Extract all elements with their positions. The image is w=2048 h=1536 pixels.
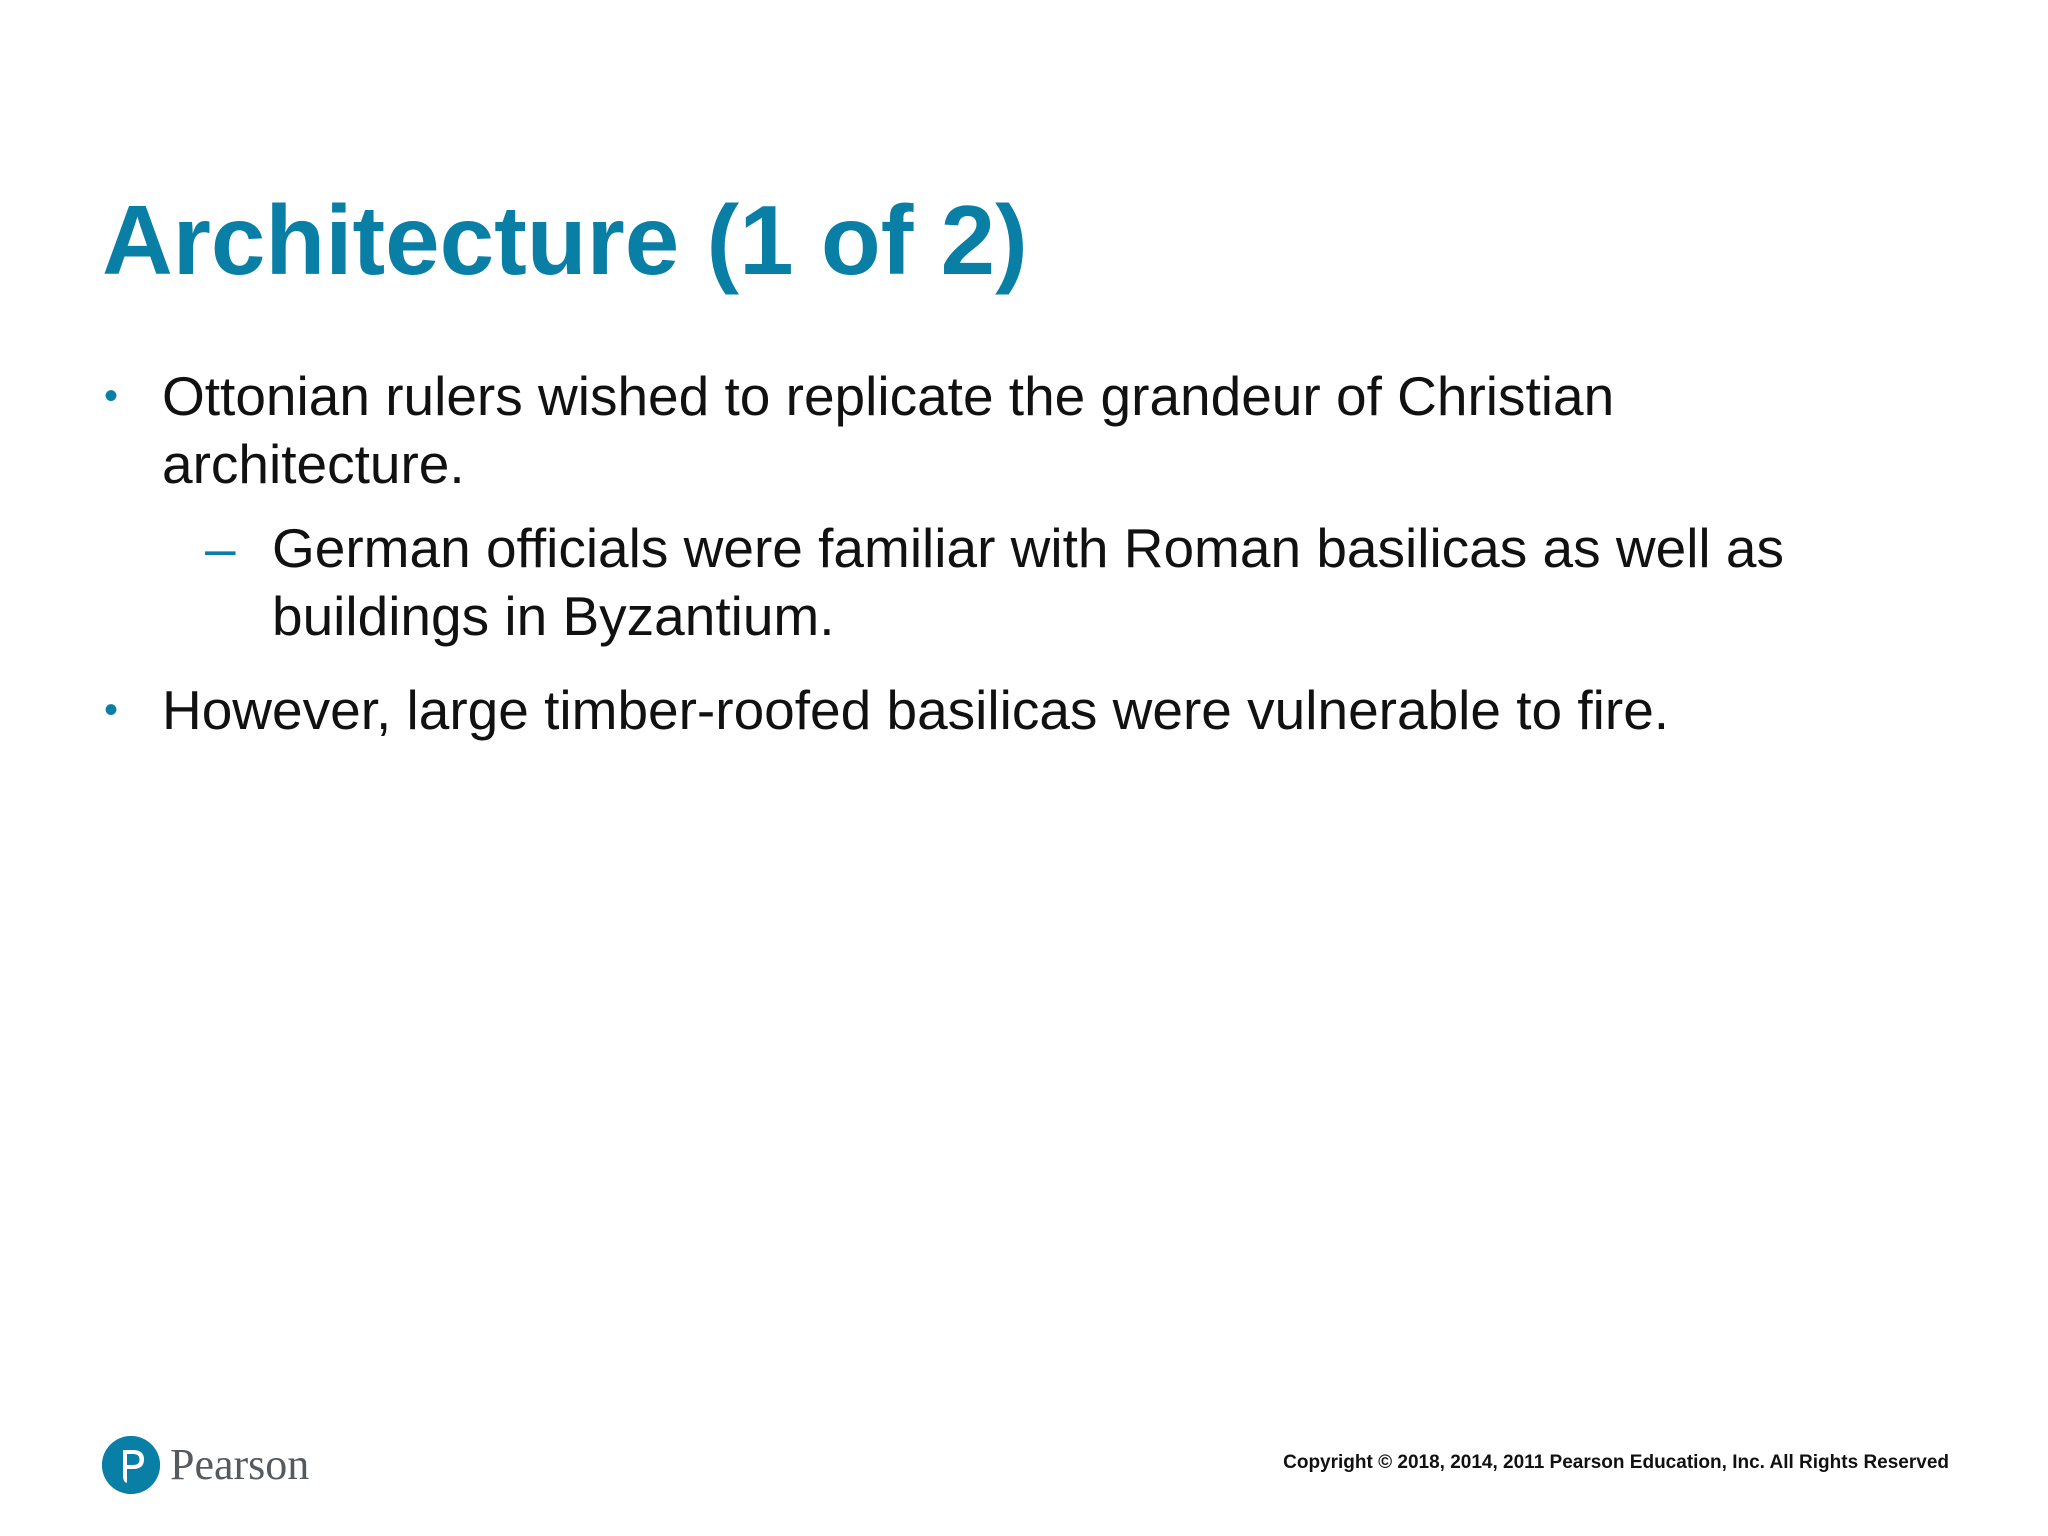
pearson-logo-icon (102, 1436, 160, 1494)
bullet-text: Ottonian rulers wished to replicate the grandeur of Christian architecture. (162, 365, 1615, 495)
bullet-text: However, large timber-roofed basilicas were vulnerable to fire. (162, 679, 1670, 741)
dash-icon: – (205, 517, 236, 579)
pearson-logo (102, 1432, 309, 1498)
bullet-icon: • (104, 374, 119, 418)
slide-title: Architecture (1 of 2) (102, 185, 1028, 295)
bullet-item (100, 362, 1900, 498)
slide-content (100, 362, 1900, 744)
bullet-item (100, 676, 1900, 744)
pearson-logo-text: Pearson (170, 1440, 310, 1489)
sub-bullet-text: German officials were familiar with Roman basilicas as well as buildings in Byzantium. (272, 517, 1785, 647)
sub-bullet-item (100, 514, 1900, 650)
bullet-icon: • (104, 688, 119, 732)
copyright-notice: Copyright © 2018, 2014, 2011 Pearson Education, Inc. All Rights Reserved (1283, 1452, 1949, 1473)
